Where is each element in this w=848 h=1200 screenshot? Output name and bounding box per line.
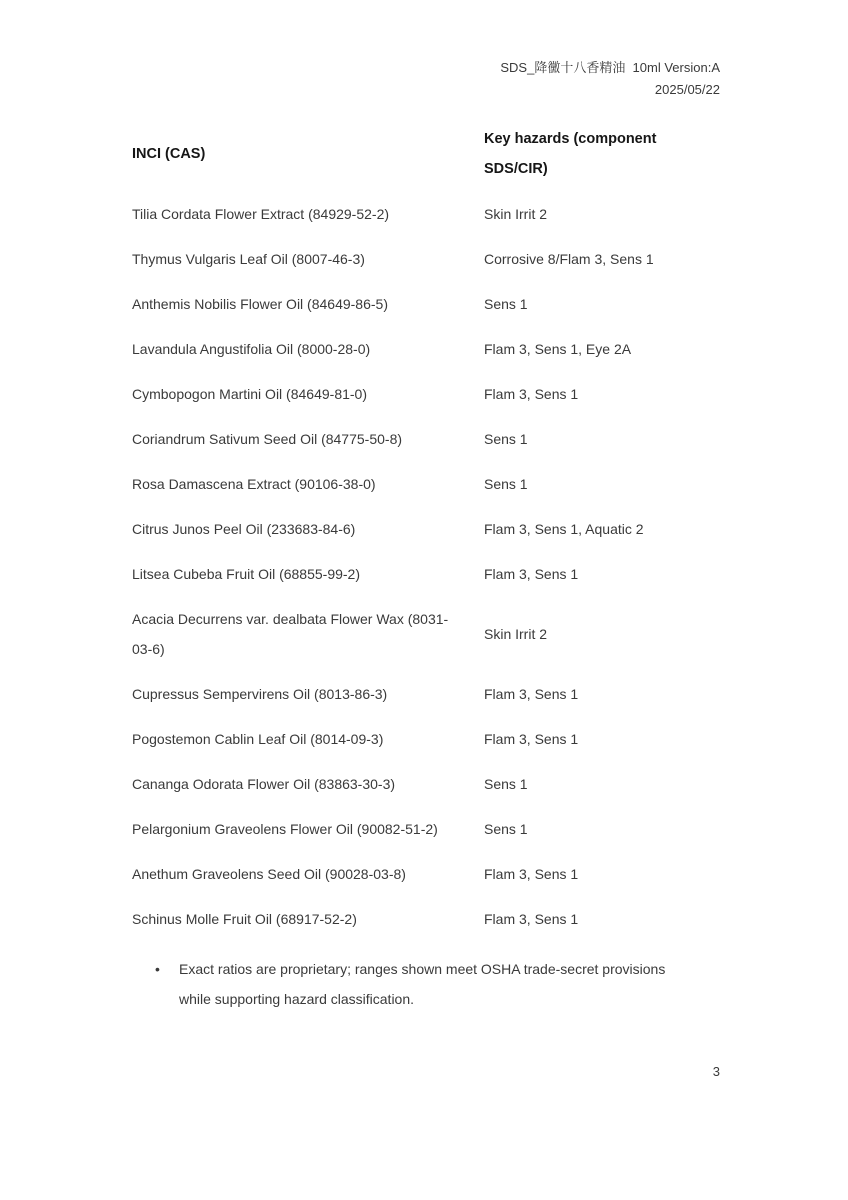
table-row: [132, 859, 720, 889]
hazards-cell: Flam 3, Sens 1: [484, 911, 579, 927]
column-header-inci-cas: INCI (CAS): [132, 146, 206, 162]
inci-cell: Thymus Vulgaris Leaf Oil (8007-46-3): [132, 251, 365, 267]
table-row: [132, 904, 720, 934]
table-row: [132, 379, 720, 409]
document-title: SDS_降黴十八香精油 10ml Version:A: [500, 60, 720, 75]
inci-cell: Schinus Molle Fruit Oil (68917-52-2): [132, 911, 357, 927]
hazards-cell: Flam 3, Sens 1: [484, 686, 579, 702]
hazards-cell: Skin Irrit 2: [484, 626, 548, 642]
page-footer: [0, 1064, 720, 1079]
inci-cell: Anthemis Nobilis Flower Oil (84649-86-5): [132, 296, 388, 312]
bullet-icon: •: [155, 961, 160, 977]
hazards-cell: Corrosive 8/Flam 3, Sens 1: [484, 251, 654, 267]
table-header-row: [132, 124, 720, 184]
inci-cell: Pogostemon Cablin Leaf Oil (8014-09-3): [132, 731, 384, 747]
document-date: 2025/05/22: [654, 82, 720, 97]
inci-cell: Coriandrum Sativum Seed Oil (84775-50-8): [132, 431, 403, 447]
list-item: [132, 954, 720, 1014]
inci-cell: Lavandula Angustifolia Oil (8000-28-0): [132, 341, 371, 357]
note-text: Exact ratios are proprietary; ranges shown meet OSHA trade-secret provisions while supporting hazard classification.: [179, 961, 666, 1007]
hazards-cell: Flam 3, Sens 1: [484, 731, 579, 747]
hazards-cell: Flam 3, Sens 1, Aquatic 2: [484, 521, 644, 537]
document-body: [132, 124, 720, 1014]
table-row: [132, 559, 720, 589]
table-row: [132, 724, 720, 754]
table-row: [132, 199, 720, 229]
column-header-key-hazards: Key hazards (component SDS/CIR): [484, 131, 657, 177]
table-row: [132, 514, 720, 544]
inci-cell: Rosa Damascena Extract (90106-38-0): [132, 476, 376, 492]
hazards-cell: Flam 3, Sens 1: [484, 386, 579, 402]
inci-cell: Acacia Decurrens var. dealbata Flower Wax (8031-03-6): [132, 611, 449, 657]
table-row: [132, 769, 720, 799]
table-row: [132, 334, 720, 364]
table-row: [132, 244, 720, 274]
hazards-cell: Sens 1: [484, 776, 528, 792]
document-header: [0, 57, 720, 101]
table-row: [132, 679, 720, 709]
inci-cell: Pelargonium Graveolens Flower Oil (90082-51-2): [132, 821, 438, 837]
inci-cell: Citrus Junos Peel Oil (233683-84-6): [132, 521, 356, 537]
hazards-cell: Sens 1: [484, 296, 528, 312]
table-row: [132, 424, 720, 454]
ingredient-hazard-table: [132, 124, 720, 934]
inci-cell: Litsea Cubeba Fruit Oil (68855-99-2): [132, 566, 361, 582]
table-rows-container: [132, 199, 720, 934]
page-number: 3: [712, 1064, 720, 1079]
inci-cell: Cupressus Sempervirens Oil (8013-86-3): [132, 686, 388, 702]
inci-cell: Cymbopogon Martini Oil (84649-81-0): [132, 386, 367, 402]
inci-cell: Tilia Cordata Flower Extract (84929-52-2): [132, 206, 390, 222]
hazards-cell: Sens 1: [484, 431, 528, 447]
hazards-cell: Flam 3, Sens 1, Eye 2A: [484, 341, 632, 357]
table-row: [132, 604, 720, 664]
hazards-cell: Sens 1: [484, 821, 528, 837]
table-row: [132, 469, 720, 499]
hazards-cell: Flam 3, Sens 1: [484, 566, 579, 582]
table-row: [132, 289, 720, 319]
table-row: [132, 814, 720, 844]
inci-cell: Anethum Graveolens Seed Oil (90028-03-8): [132, 866, 406, 882]
hazards-cell: Skin Irrit 2: [484, 206, 548, 222]
inci-cell: Cananga Odorata Flower Oil (83863-30-3): [132, 776, 396, 792]
hazards-cell: Sens 1: [484, 476, 528, 492]
hazards-cell: Flam 3, Sens 1: [484, 866, 579, 882]
notes-list: [132, 954, 720, 1014]
